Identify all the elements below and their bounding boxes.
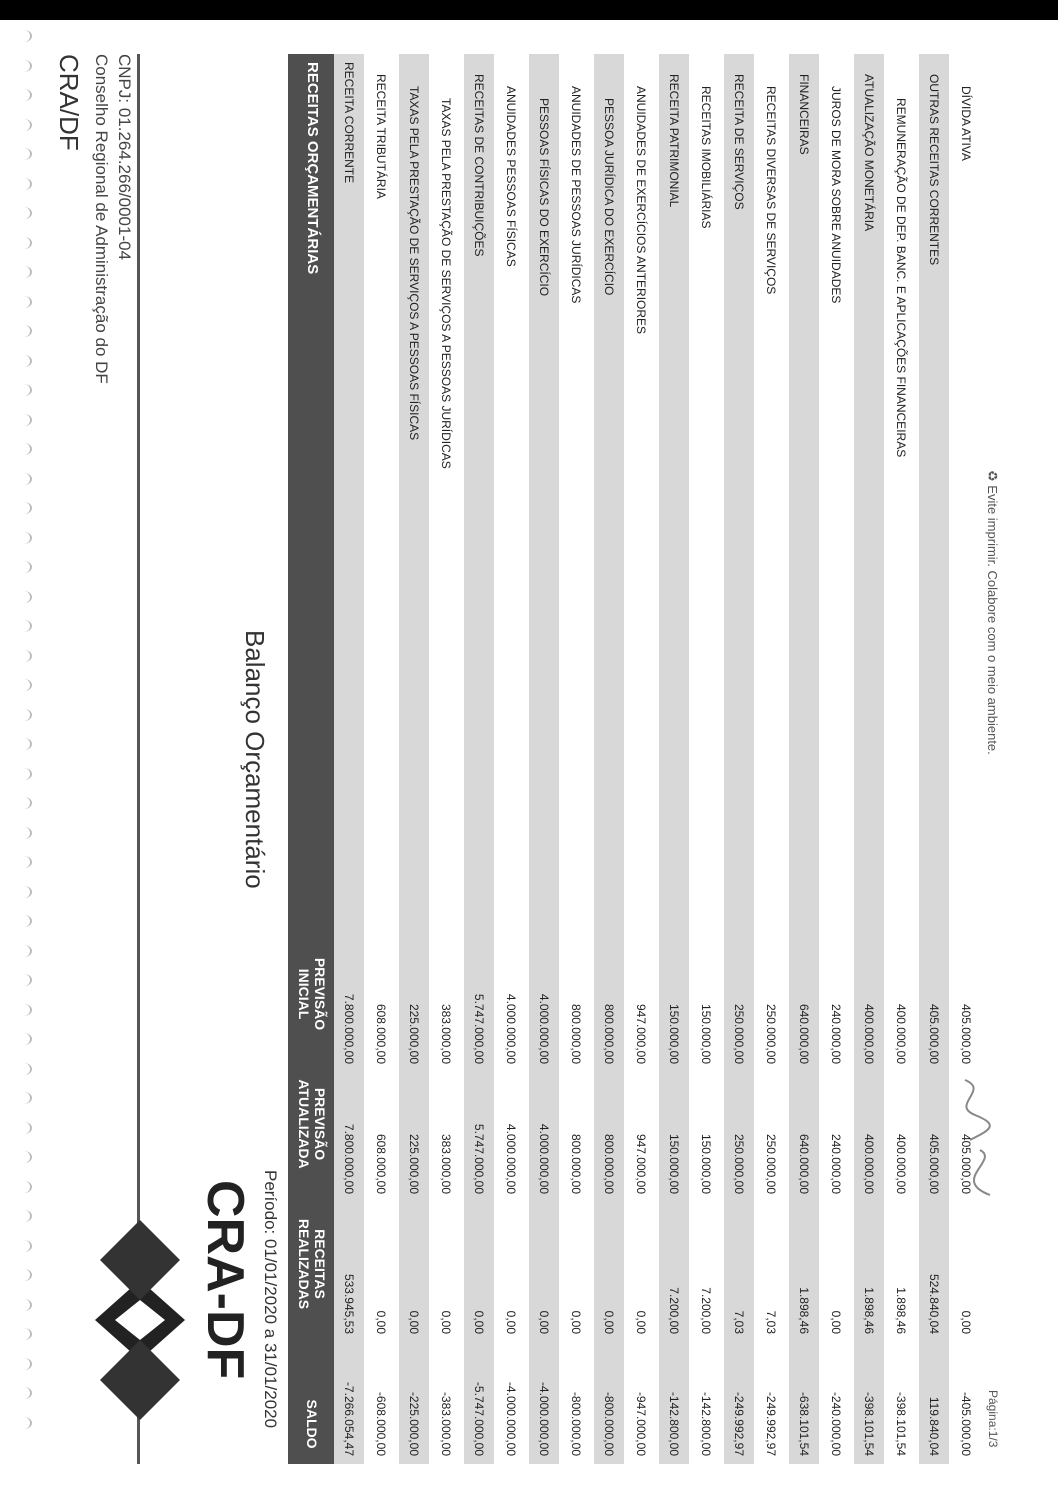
col-header-realizadas: RECEITAS REALIZADAS bbox=[296, 1218, 328, 1310]
recycle-icon: ♻ bbox=[985, 470, 1000, 482]
binder-ring bbox=[16, 620, 32, 632]
table-row bbox=[432, 54, 462, 1464]
table-row bbox=[399, 54, 429, 1464]
binder-ring bbox=[16, 1387, 32, 1399]
row-label: PESSOAS FÍSICAS DO EXERCÍCIO bbox=[537, 98, 551, 297]
binder-ring bbox=[16, 443, 32, 455]
row-label: RECEITAS IMOBILIÁRIAS bbox=[699, 86, 714, 229]
cell-receitas-realizadas: 0,00 bbox=[439, 1310, 454, 1334]
cell-previsao-atualizada: 608.000,00 bbox=[374, 1133, 389, 1194]
binder-ring bbox=[16, 60, 32, 72]
cell-previsao-inicial: 405.000,00 bbox=[959, 1003, 974, 1064]
cell-receitas-realizadas: 1.898,46 bbox=[797, 1287, 811, 1334]
cell-receitas-realizadas: 7,03 bbox=[732, 1310, 746, 1334]
cell-previsao-atualizada: 405.000,00 bbox=[927, 1133, 941, 1194]
col-header-saldo: SALDO bbox=[304, 1399, 320, 1449]
table-row bbox=[854, 54, 884, 1464]
cell-saldo: -947.000,00 bbox=[634, 1391, 649, 1456]
cell-previsao-inicial: 225.000,00 bbox=[407, 1003, 421, 1064]
cell-previsao-inicial: 250.000,00 bbox=[764, 1003, 779, 1064]
table-row bbox=[952, 54, 982, 1464]
cell-previsao-inicial: 7.800.000,00 bbox=[342, 993, 356, 1064]
cell-saldo: -398.101,54 bbox=[862, 1391, 876, 1456]
cell-saldo: -142.800,00 bbox=[699, 1391, 714, 1456]
cell-receitas-realizadas: 0,00 bbox=[537, 1310, 551, 1334]
cell-previsao-inicial: 150.000,00 bbox=[699, 1003, 714, 1064]
table-row bbox=[334, 54, 364, 1464]
row-label: TAXAS PELA PRESTAÇÃO DE SERVIÇOS A PESSOAS JURÍDICAS bbox=[439, 98, 454, 469]
binder-ring bbox=[16, 827, 32, 839]
org-name: Conselho Regional de Administração do DF bbox=[92, 54, 111, 384]
cell-previsao-atualizada: 250.000,00 bbox=[732, 1133, 746, 1194]
cell-receitas-realizadas: 0,00 bbox=[829, 1310, 844, 1334]
binder-ring bbox=[16, 945, 32, 957]
cell-saldo: -142.800,00 bbox=[667, 1391, 681, 1456]
row-label: ANUIDADES PESSOAS FÍSICAS bbox=[504, 86, 519, 267]
cell-saldo: -4.000.000,00 bbox=[504, 1381, 519, 1456]
cell-previsao-atualizada: 250.000,00 bbox=[764, 1133, 779, 1194]
cell-previsao-inicial: 240.000,00 bbox=[829, 1003, 844, 1064]
cell-saldo: -225.000,00 bbox=[407, 1391, 421, 1456]
table-row bbox=[887, 54, 917, 1464]
cell-previsao-inicial: 400.000,00 bbox=[862, 1003, 876, 1064]
binder-ring bbox=[16, 414, 32, 426]
binder-ring bbox=[16, 561, 32, 573]
cell-previsao-inicial: 800.000,00 bbox=[569, 1003, 584, 1064]
binder-ring bbox=[16, 89, 32, 101]
cell-previsao-inicial: 4.000.000,00 bbox=[504, 993, 519, 1064]
binder-ring bbox=[16, 886, 32, 898]
row-label: RECEITAS DIVERSAS DE SERVIÇOS bbox=[764, 86, 779, 295]
cell-receitas-realizadas: 1.898,46 bbox=[894, 1287, 909, 1334]
table-row bbox=[919, 54, 949, 1464]
cell-receitas-realizadas: 7.200,00 bbox=[667, 1287, 681, 1334]
table-row bbox=[789, 54, 819, 1464]
binder-ring bbox=[16, 178, 32, 190]
table-row bbox=[562, 54, 592, 1464]
row-label: TAXAS PELA PRESTAÇÃO DE SERVIÇOS A PESSOAS FÍSICAS bbox=[407, 86, 421, 441]
cell-receitas-realizadas: 7,03 bbox=[764, 1310, 779, 1334]
cell-previsao-inicial: 640.000,00 bbox=[797, 1003, 811, 1064]
cell-saldo: -249.992,97 bbox=[764, 1391, 779, 1456]
cell-receitas-realizadas: 0,00 bbox=[472, 1310, 486, 1334]
binder-rings bbox=[6, 30, 46, 1460]
cell-receitas-realizadas: 7.200,00 bbox=[699, 1287, 714, 1334]
binder-ring bbox=[16, 1033, 32, 1045]
row-label: ATUALIZAÇÃO MONETÁRIA bbox=[862, 74, 876, 232]
binder-ring bbox=[16, 974, 32, 986]
page-title: Balanço Orçamentário bbox=[240, 630, 270, 889]
table-row bbox=[692, 54, 722, 1464]
cell-receitas-realizadas: 0,00 bbox=[602, 1310, 616, 1334]
org-cnpj: CNPJ: 01.264.266/0001-04 bbox=[115, 54, 134, 261]
row-label: ANUIDADES DE PESSOAS JURÍDICAS bbox=[569, 86, 584, 304]
cell-previsao-atualizada: 640.000,00 bbox=[797, 1133, 811, 1194]
binder-ring bbox=[16, 591, 32, 603]
footer-note: ♻ Evite imprimir. Colabore com o meio ambiente. bbox=[985, 470, 1000, 755]
cell-previsao-atualizada: 4.000.000,00 bbox=[504, 1123, 519, 1194]
cell-previsao-inicial: 383.000,00 bbox=[439, 1003, 454, 1064]
table-row bbox=[724, 54, 754, 1464]
cell-previsao-inicial: 400.000,00 bbox=[894, 1003, 909, 1064]
cell-previsao-atualizada: 405.000,00 bbox=[959, 1133, 974, 1194]
cell-receitas-realizadas: 533.945,53 bbox=[342, 1273, 356, 1334]
table-row bbox=[659, 54, 689, 1464]
cell-previsao-inicial: 608.000,00 bbox=[374, 1003, 389, 1064]
col-header-label: RECEITAS ORÇAMENTÁRIAS bbox=[304, 62, 321, 275]
table-row bbox=[497, 54, 527, 1464]
cell-receitas-realizadas: 0,00 bbox=[569, 1310, 584, 1334]
row-label: ANUIDADES DE EXERCÍCIOS ANTERIORES bbox=[634, 86, 649, 335]
cell-previsao-atualizada: 225.000,00 bbox=[407, 1133, 421, 1194]
binder-ring bbox=[16, 1122, 32, 1134]
binder-ring bbox=[16, 266, 32, 278]
cell-saldo: -398.101,54 bbox=[894, 1391, 909, 1456]
binder-ring bbox=[16, 1358, 32, 1370]
binder-ring bbox=[16, 1063, 32, 1075]
cra-logo-icon bbox=[90, 1220, 190, 1420]
cell-saldo: -4.000.000,00 bbox=[537, 1381, 551, 1456]
cell-previsao-inicial: 405.000,00 bbox=[927, 1003, 941, 1064]
cell-saldo: -405.000,00 bbox=[959, 1391, 974, 1456]
binder-ring bbox=[16, 119, 32, 131]
cell-previsao-atualizada: 400.000,00 bbox=[862, 1133, 876, 1194]
balance-document bbox=[54, 30, 1040, 1470]
cell-previsao-inicial: 800.000,00 bbox=[602, 1003, 616, 1064]
binder-ring bbox=[16, 856, 32, 868]
cell-previsao-inicial: 4.000.000,00 bbox=[537, 993, 551, 1064]
binder-ring bbox=[16, 709, 32, 721]
cell-previsao-atualizada: 5.747.000,00 bbox=[472, 1123, 486, 1194]
row-label: OUTRAS RECEITAS CORRENTES bbox=[927, 74, 941, 266]
cell-saldo: -5.747.000,00 bbox=[472, 1381, 486, 1456]
binder-ring bbox=[16, 355, 32, 367]
cell-previsao-atualizada: 400.000,00 bbox=[894, 1133, 909, 1194]
table-row bbox=[464, 54, 494, 1464]
col-header-inicial: PREVISÃO INICIAL bbox=[296, 957, 328, 1031]
binder-ring bbox=[16, 768, 32, 780]
row-label: RECEITA PATRIMONIAL bbox=[667, 74, 681, 208]
cell-saldo: -240.000,00 bbox=[829, 1391, 844, 1456]
binder-ring bbox=[16, 30, 32, 42]
row-label: JUROS DE MORA SOBRE ANUIDADES bbox=[829, 86, 844, 304]
binder-ring bbox=[16, 473, 32, 485]
cell-previsao-atualizada: 150.000,00 bbox=[699, 1133, 714, 1194]
table-row bbox=[757, 54, 787, 1464]
binder-ring bbox=[16, 1328, 32, 1340]
cell-previsao-atualizada: 240.000,00 bbox=[829, 1133, 844, 1194]
binder-ring bbox=[16, 296, 32, 308]
row-label: RECEITA TRIBUTÁRIA bbox=[374, 74, 389, 199]
cell-previsao-inicial: 150.000,00 bbox=[667, 1003, 681, 1064]
cell-previsao-inicial: 250.000,00 bbox=[732, 1003, 746, 1064]
cell-previsao-atualizada: 800.000,00 bbox=[602, 1133, 616, 1194]
binder-ring bbox=[16, 502, 32, 514]
binder-ring bbox=[16, 1210, 32, 1222]
binder-ring bbox=[16, 915, 32, 927]
row-label: PESSOA JURÍDICA DO EXERCÍCIO bbox=[602, 98, 616, 296]
table-row bbox=[367, 54, 397, 1464]
binder-ring bbox=[16, 1181, 32, 1193]
binder-ring bbox=[16, 797, 32, 809]
row-label: DÍVIDA ATIVA bbox=[959, 86, 974, 161]
cell-saldo: -800.000,00 bbox=[569, 1391, 584, 1456]
binder-ring bbox=[16, 1151, 32, 1163]
binder-ring bbox=[16, 384, 32, 396]
cell-saldo: -800.000,00 bbox=[602, 1391, 616, 1456]
cell-saldo: 119.840,04 bbox=[927, 1396, 941, 1456]
binder-ring bbox=[16, 1240, 32, 1252]
binder-ring bbox=[16, 207, 32, 219]
cell-receitas-realizadas: 0,00 bbox=[407, 1310, 421, 1334]
binder-ring bbox=[16, 1004, 32, 1016]
binder-ring bbox=[16, 679, 32, 691]
cell-receitas-realizadas: 0,00 bbox=[634, 1310, 649, 1334]
binder-ring bbox=[16, 738, 32, 750]
cell-previsao-atualizada: 150.000,00 bbox=[667, 1133, 681, 1194]
row-label: REMUNERAÇÃO DE DEP. BANC. E APLICAÇÕES FINANCEIRAS bbox=[894, 98, 909, 458]
cell-receitas-realizadas: 524.840,04 bbox=[927, 1273, 941, 1334]
scan-top-bar bbox=[0, 0, 1058, 20]
row-label: RECEITAS DE CONTRIBUIÇÕES bbox=[472, 74, 486, 257]
cell-saldo: -638.101,54 bbox=[797, 1391, 811, 1456]
cell-previsao-atualizada: 383.000,00 bbox=[439, 1133, 454, 1194]
binder-ring bbox=[16, 1417, 32, 1429]
binder-ring bbox=[16, 1269, 32, 1281]
cell-saldo: -7.266.054,47 bbox=[342, 1381, 356, 1456]
handwritten-signature bbox=[940, 1070, 1010, 1210]
cell-receitas-realizadas: 0,00 bbox=[504, 1310, 519, 1334]
row-label: RECEITA DE SERVIÇOS bbox=[732, 74, 746, 210]
binder-ring bbox=[16, 237, 32, 249]
cell-saldo: -608.000,00 bbox=[374, 1391, 389, 1456]
cell-previsao-inicial: 5.747.000,00 bbox=[472, 993, 486, 1064]
table-row bbox=[627, 54, 657, 1464]
cell-previsao-atualizada: 7.800.000,00 bbox=[342, 1123, 356, 1194]
table-header bbox=[288, 54, 334, 1464]
col-header-atualizada: PREVISÃO ATUALIZADA bbox=[296, 1079, 328, 1169]
cell-previsao-atualizada: 947.000,00 bbox=[634, 1133, 649, 1194]
row-label: RECEITA CORRENTE bbox=[342, 62, 356, 184]
binder-ring bbox=[16, 532, 32, 544]
org-abbreviation: CRA/DF bbox=[54, 54, 84, 151]
page-number: Página:1/3 bbox=[986, 1390, 1000, 1448]
cell-previsao-atualizada: 800.000,00 bbox=[569, 1133, 584, 1194]
logo-text: CRA-DF bbox=[196, 1180, 254, 1380]
table-row bbox=[594, 54, 624, 1464]
cell-previsao-inicial: 947.000,00 bbox=[634, 1003, 649, 1064]
cell-receitas-realizadas: 0,00 bbox=[374, 1310, 389, 1334]
binder-ring bbox=[16, 325, 32, 337]
cell-saldo: -383.000,00 bbox=[439, 1391, 454, 1456]
binder-ring bbox=[16, 1299, 32, 1311]
table-row bbox=[822, 54, 852, 1464]
binder-ring bbox=[16, 1092, 32, 1104]
cell-previsao-atualizada: 4.000.000,00 bbox=[537, 1123, 551, 1194]
row-label: FINANCEIRAS bbox=[797, 74, 811, 155]
period-label: Período: 01/01/2020 a 31/01/2020 bbox=[261, 1170, 280, 1429]
cell-receitas-realizadas: 1.898,46 bbox=[862, 1287, 876, 1334]
cell-saldo: -249.992,97 bbox=[732, 1391, 746, 1456]
binder-ring bbox=[16, 148, 32, 160]
binder-ring bbox=[16, 650, 32, 662]
table-row bbox=[529, 54, 559, 1464]
cell-receitas-realizadas: 0,00 bbox=[959, 1310, 974, 1334]
